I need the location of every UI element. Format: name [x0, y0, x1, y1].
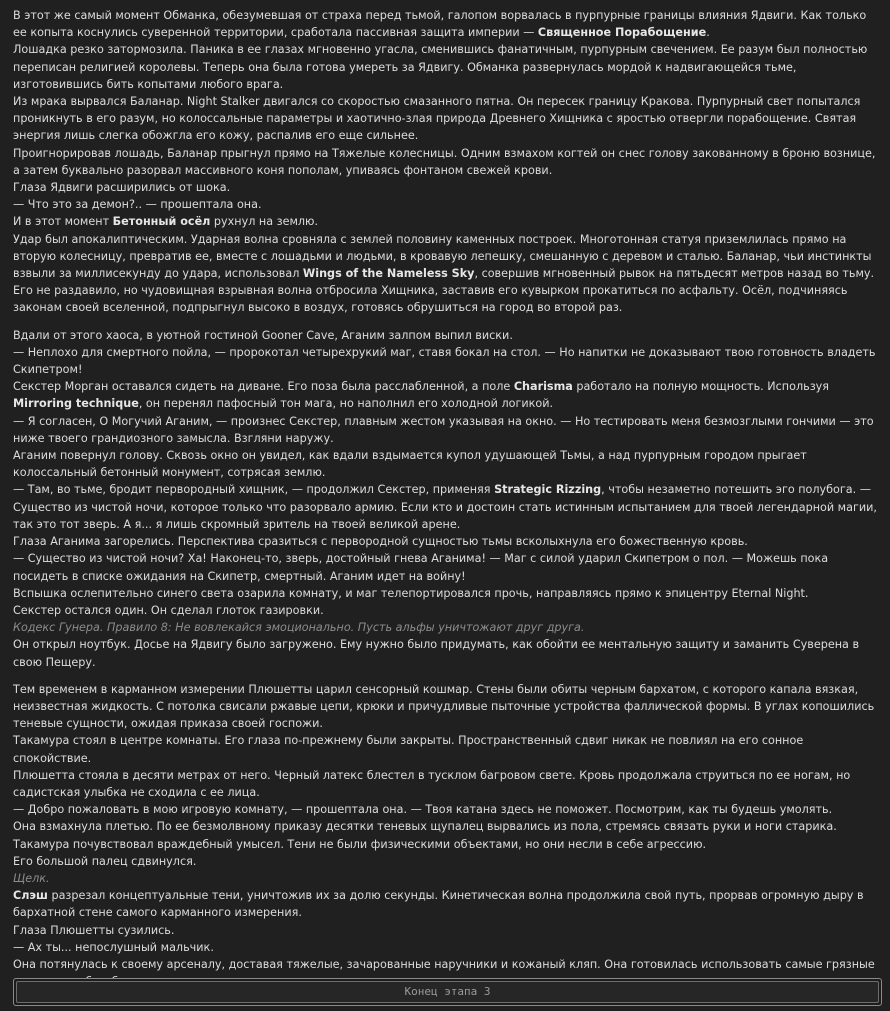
text-run: Кодекс Гунера. Правило 8: Не вовлекайся эмоционально. Пусть альфы уничтожают друг друга.: [13, 621, 585, 635]
story-paragraph: [13, 550, 883, 584]
story-section: [13, 681, 883, 991]
text-run: — Я согласен, О Могучий Аганим, — произнес Секстер, плавным жестом указывая на окно. — Но тестировать меня безмозглыми гончими — это ниже твоего грандиозного замысла. Взгляни наружу.: [13, 414, 874, 445]
text-run: Глаза Аганима загорелись. Перспектива сразиться с первородной сущностью тьмы всколыхнула его божественную кровь.: [13, 535, 748, 549]
story-paragraph: [13, 887, 883, 921]
story-paragraph: [13, 327, 883, 344]
text-run: .: [706, 26, 710, 40]
text-run: Она взмахнула плетью. По ее безмолвному приказу десятки теневых щупалец вырвались из пола, стремясь связать руки и ноги старика.: [13, 820, 837, 834]
text-run: разрезал концептуальные тени, уничтожив их за долю секунды. Кинетическая волна продолжила свой путь, прорвав огромную дыру в бархатной стене самого карманного измерения.: [13, 889, 864, 920]
text-run: Глаза Ядвиги расширились от шока.: [13, 181, 231, 195]
story-paragraph: [13, 836, 883, 853]
text-run: Удар был апокалиптическим. Ударная волна сровняла с землей половину каменных построек. Многотонная статуя приземлилась прямо на вторую колесницу, превратив ее, вместе с лошадьми и людьми, в кровавую лепешку, смешанную с деревом и сталью. Баланар, чьи инстинкты взвыли за миллисекунду до удара, использовал: [13, 232, 872, 281]
story-paragraph: [13, 213, 883, 230]
text-run: Тем временем в карманном измерении Плюшетты царил сенсорный кошмар. Стены были обиты черным бархатом, с которого капала вязкая, неизвестная жидкость. С потолка свисали ржавые цепи, крюки и причудливые пыточные устройства фаллической формы. В углах копошились теневые сущности, ожидая приказа своей госпожи.: [13, 682, 875, 731]
story-paragraph: [13, 585, 883, 602]
text-run: — Ах ты... непослушный мальчик.: [13, 940, 214, 954]
emphasis-term: Mirroring technique: [13, 397, 139, 411]
text-run: Из мрака вырвался Баланар. Night Stalker двигался со скоростью смазанного пятна. Он пересек границу Кракова. Пурпурный свет попытался проникнуть в его разум, но колоссальные параметры и хаотично-злая природа Древнего Хищника с яростью отвергли порабощение. Святая энергия лишь слегка обожгла его кожу, распалив его еще сильнее.: [13, 95, 861, 143]
story-paragraph: [13, 7, 883, 41]
story-paragraph: [13, 732, 883, 766]
emphasis-term: Священное Порабощение: [537, 26, 707, 40]
emphasis-term: Бетонный осёл: [112, 215, 211, 229]
text-run: Секстер остался один. Он сделал глоток газировки.: [13, 603, 324, 617]
story-paragraph: [13, 41, 883, 93]
story-paragraph: [13, 481, 883, 533]
text-run: Проигнорировав лошадь, Баланар прыгнул прямо на Тяжелые колесницы. Одним взмахом когтей он снес голову закованному в броню вознице, а затем буквально разорвал массивного коня пополам, упиваясь фонтаном свежей крови.: [13, 146, 876, 177]
text-run: Секстер Морган оставался сидеть на диване. Его поза была расслабленной, а поле: [13, 380, 514, 394]
text-run: — Неплохо для смертного пойла, — пророкотал четырехрукий маг, ставя бокал на стол. — Но напитки не доказывают твою готовность владеть Скипетром!: [13, 345, 876, 377]
story-paragraph: [13, 636, 883, 670]
text-run: Лошадка резко затормозила. Паника в ее глазах мгновенно угасла, сменившись фанатичным, пурпурным свечением. Ее разум был полностью переписан религией королевы. Теперь она была готова умереть за Ядвигу. Обманка развернулась мордой к надвигающейся тьме, изготовившись бить копытами любого врага.: [13, 43, 868, 91]
story-paragraph: [13, 344, 883, 378]
story-paragraph: [13, 681, 883, 733]
text-run: — Добро пожаловать в мою игровую комнату, — прошептала она. — Твоя катана здесь не поможет. Посмотрим, как ты будешь умолять.: [13, 803, 833, 817]
story-paragraph: [13, 767, 883, 801]
text-run: Щелк.: [13, 871, 50, 885]
text-run: — Существо из чистой ночи? Ха! Наконец-то, зверь, достойный гнева Аганима! — Маг с силой ударил Скипетром о пол. — Можешь пока посидеть в списке ожидания на Скипетр, смертный. Аганим идет на войну!: [13, 552, 829, 583]
text-run: Такамура почувствовал враждебный умысел. Тени не были физическими объектами, но они несли в себе агрессию.: [13, 837, 707, 851]
story-aside: [13, 619, 883, 636]
emphasis-term: Strategic Rizzing: [494, 483, 602, 497]
story-paragraph: [13, 922, 883, 939]
story-section: [13, 7, 883, 317]
story-paragraph: [13, 818, 883, 835]
stage-end-button[interactable]: Конец этапа 3: [16, 981, 879, 1003]
story-paragraph: [13, 145, 883, 179]
story-paragraph: [13, 413, 883, 447]
stage-end-bar: [13, 978, 882, 1006]
text-run: — Что это за демон?.. — прошептала она.: [13, 198, 262, 212]
text-run: рухнул на землю.: [210, 215, 319, 229]
emphasis-term: Wings of the Nameless Sky: [302, 267, 475, 281]
text-run: Плюшетта стояла в десяти метрах от него. Черный латекс блестел в тусклом багровом свете. Кровь продолжала струиться по ее ногам, но садистская улыбка не сходила с ее лица.: [13, 768, 851, 799]
text-run: Аганим повернул голову. Сквозь окно он увидел, как вдали вздымается купол удушающей Тьмы, а над пурпурным городом прыгает колоссальный бетонный монумент, сотрясая землю.: [13, 449, 807, 480]
text-run: Такамура стоял в центре комнаты. Его глаза по-прежнему были закрыты. Пространственный сдвиг никак не повлиял на его сонное спокойствие.: [13, 734, 804, 765]
story-aside: [13, 870, 883, 887]
text-run: Он открыл ноутбук. Досье на Ядвигу было загружено. Ему нужно было придумать, как обойти ее ментальную защиту и заманить Суверена в свою Пещеру.: [13, 638, 860, 669]
text-run: — Там, во тьме, бродит первородный хищник, — продолжил Секстер, применяя: [13, 483, 495, 497]
story-paragraph: [13, 853, 883, 870]
story-paragraph: [13, 602, 883, 619]
emphasis-term: Charisma: [513, 380, 573, 394]
story-section: [13, 327, 883, 671]
story-paragraph: [13, 231, 883, 317]
story-paragraph: [13, 939, 883, 956]
text-run: Глаза Плюшетты сузились.: [13, 923, 175, 937]
story-paragraph: [13, 93, 883, 145]
story-text: [13, 7, 883, 1000]
story-paragraph: [13, 179, 883, 196]
text-run: работало на полную мощность. Используя: [572, 380, 830, 394]
story-paragraph: [13, 196, 883, 213]
story-paragraph: [13, 378, 883, 412]
text-run: Вспышка ослепительно синего света озарила комнату, и маг телепортировался прочь, направляясь прямо к эпицентру Eternal Night.: [13, 586, 809, 600]
text-run: Вдали от этого хаоса, в уютной гостиной Gooner Cave, Аганим залпом выпил виски.: [13, 328, 513, 342]
text-run: Его большой палец сдвинулся.: [13, 854, 197, 868]
text-run: И в этот момент: [13, 215, 113, 229]
text-run: , совершив мгновенный рывок на пятьдесят метров назад во тьму. Его не раздавило, но чудовищная взрывная волна отбросила Хищника, заставив его кувырком прокатиться по асфальту. Осёл, подчиняясь законам своей вселенной, подпрыгнул высоко в воздух, готовясь обрушиться на город во второй раз.: [13, 267, 875, 315]
story-paragraph: [13, 447, 883, 481]
text-run: , он перенял пафосный тон мага, но наполнил его холодной логикой.: [138, 397, 554, 411]
text-run: В этот же самый момент Обманка, обезумевшая от страха перед тьмой, галопом ворвалась в пурпурные границы влияния Ядвиги. Как только ее копыта коснулись суверенной территории, сработала пассивная защита империи —: [13, 9, 867, 40]
text-run: , чтобы незаметно потешить эго полубога. — Существо из чистой ночи, которое только что разорвало армию. Если кто и достоин стать истинным испытанием для твоей легендарной магии, так это тот зверь. А я... я лишь скромный зритель на твоей великой арене.: [13, 483, 877, 531]
story-paragraph: [13, 801, 883, 818]
text-run: Она потянулась к своему арсеналу, доставая тяжелые, зачарованные наручники и кожаный кляп. Она готовилась использовать самые грязные: [13, 957, 875, 971]
story-paragraph: [13, 533, 883, 550]
emphasis-term: Слэш: [13, 889, 48, 903]
